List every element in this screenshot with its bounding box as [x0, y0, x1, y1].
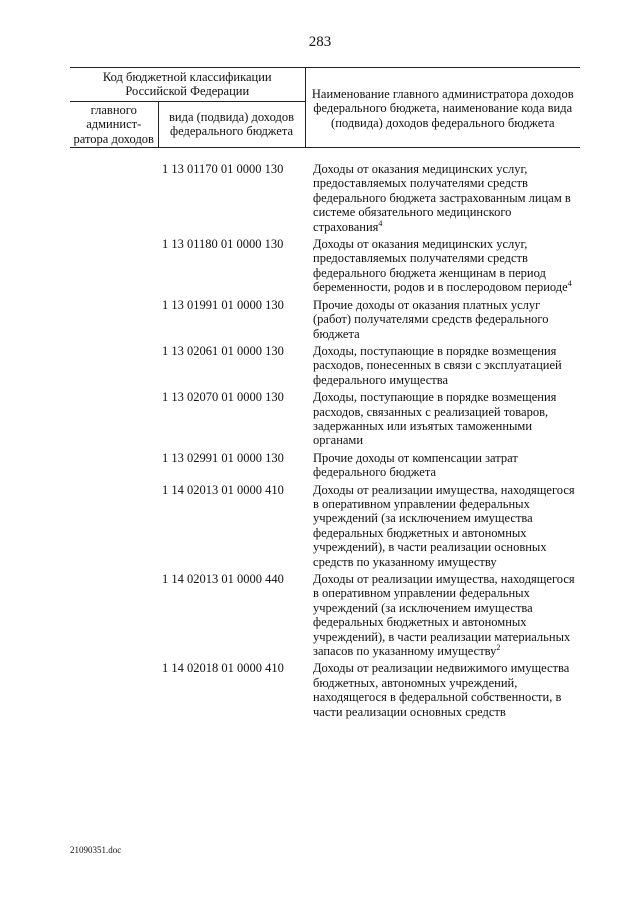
row-admin-code [70, 344, 158, 390]
table-row [70, 390, 580, 451]
row-name-text: Доходы от оказания медицинских услуг, предоставляемых получателями средств федерального бюджета женщинам в период беременности, родов и в послеродовом периоде [313, 237, 568, 295]
row-name-text: Доходы, поступающие в порядке возмещения расходов, понесенных в связи с эксплуатацией федерального имущества [313, 343, 562, 387]
row-income-code: 1 13 02061 01 0000 130 [162, 343, 284, 358]
table-row [70, 237, 580, 298]
footnote-reference: 2 [496, 643, 501, 653]
footnote-reference: 4 [378, 218, 383, 228]
table-row [70, 344, 580, 390]
row-admin-code [70, 237, 158, 298]
row-income-code: 1 13 01170 01 0000 130 [162, 162, 284, 177]
row-name-text: Доходы от реализации недвижимого имущества бюджетных, автономных учреждений, находящегося в федеральной собственности, в части реализации основных средств [313, 661, 570, 719]
row-income-name [305, 572, 580, 661]
table-row [70, 162, 580, 237]
row-name-text: Прочие доходы от компенсации затрат федерального бюджета [313, 450, 518, 480]
row-name-text: Доходы, поступающие в порядке возмещения расходов, связанных с реализацией товаров, задержанных или изъятых таможенными органами [313, 390, 557, 448]
row-income-code: 1 14 02013 01 0000 440 [162, 572, 284, 586]
row-income-code: 1 14 02013 01 0000 410 [162, 482, 284, 497]
table-header [70, 68, 580, 148]
header-budget-code-group: Код бюджетной классификации Российской Федерации [70, 68, 305, 102]
header-admin-column: главного админист-ратора доходов [70, 101, 158, 147]
page-number: 283 [308, 34, 332, 50]
row-income-code: 1 13 02991 01 0000 130 [162, 450, 284, 465]
row-admin-code [70, 661, 158, 722]
row-income-code: 1 14 02018 01 0000 410 [162, 661, 284, 676]
row-income-name [305, 162, 580, 237]
table-body [70, 148, 580, 723]
row-income-name [305, 483, 580, 572]
footer-file-name: 21090351.doc [70, 845, 122, 855]
header-name-column: Наименование главного администратора доходов федерального бюджета, наименование кода вида (подвида) доходов федерального бюджета [305, 68, 580, 148]
table-row [70, 451, 580, 483]
row-income-code: 1 13 01991 01 0000 130 [162, 297, 284, 312]
row-name-text: Доходы от реализации имущества, находящегося в оперативном управлении федеральных учреждений (за исключением имущества федеральных бюджетных и автономных учреждений), в части реализации основных средств по указанному имуществу [313, 482, 575, 569]
row-income-name [305, 298, 580, 344]
row-admin-code [70, 390, 158, 451]
row-name-text: Доходы от оказания медицинских услуг, предоставляемых получателями средств федерального бюджета застрахованным лицам в системе обязательного медицинского страхования [313, 162, 571, 234]
row-income-name [305, 451, 580, 483]
row-income-code: 1 13 02070 01 0000 130 [162, 390, 284, 405]
row-income-code: 1 13 01180 01 0000 130 [162, 237, 284, 252]
row-admin-code [70, 298, 158, 344]
table-row [70, 661, 580, 722]
header-spacer-row [70, 148, 580, 163]
table-row [70, 483, 580, 572]
table-row [70, 572, 580, 661]
row-income-name [305, 390, 580, 451]
row-income-name [305, 661, 580, 722]
header-kind-column: вида (подвида) доходов федерального бюджета [158, 101, 305, 147]
budget-classification-table [70, 67, 580, 722]
row-income-name [305, 237, 580, 298]
table-row [70, 298, 580, 344]
row-name-text: Доходы от реализации имущества, находящегося в оперативном управлении федеральных учреждений (за исключением имущества федеральных бюджетных и автономных учреждений), в части реализации материальных запасов по указанному имуществу [313, 572, 575, 659]
row-admin-code [70, 451, 158, 483]
row-income-name [305, 344, 580, 390]
row-admin-code [70, 572, 158, 661]
footnote-reference: 4 [567, 279, 572, 289]
row-admin-code [70, 162, 158, 237]
row-name-text: Прочие доходы от оказания платных услуг (работ) получателями средств федерального бюджета [313, 297, 549, 341]
row-admin-code [70, 483, 158, 572]
